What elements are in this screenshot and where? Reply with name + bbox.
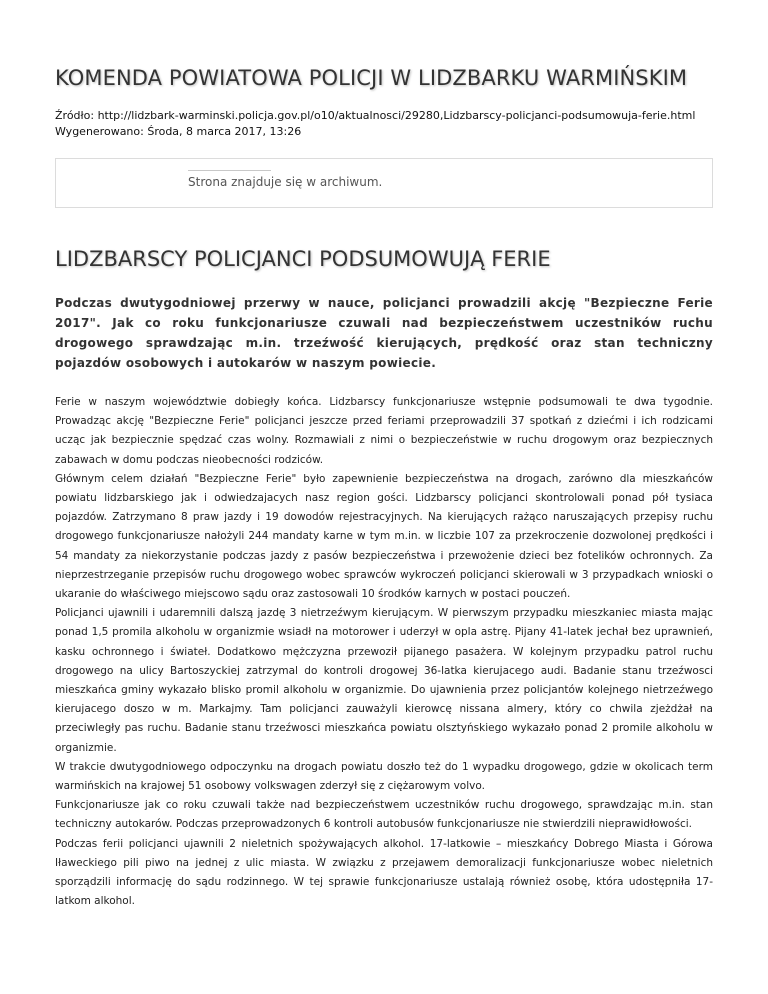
- article-paragraph: W trakcie dwutygodniowego odpoczynku na drogach powiatu doszło też do 1 wypadku drogowego, gdzie w okolicach term warmińskich na krajowej 51 osobowy volkswagen zderzył się z ciężarowym volvo.: [55, 760, 713, 793]
- article-title: LIDZBARSCY POLICJANCI PODSUMOWUJĄ FERIE: [55, 247, 551, 271]
- archive-notice-box: [55, 158, 713, 208]
- article-paragraph: Ferie w naszym województwie dobiegły końca. Lidzbarscy funkcjonariusze wstępnie podsumowali te dwa tygodnie. Prowadząc akcję "Bezpieczne Ferie" policjanci jeszcze przed feriami przeprowadzili 37 spotkań z dziećmi i ich rodzicami ucząc jak bezpiecznie spędzać czas wolny. Rozmawiali z nimi o bezpieczeństwie w ruchu drogowym oraz bezpiecznych zabawach w domu podczas nieobecności rodziców.: [55, 396, 713, 466]
- archive-divider: [188, 170, 271, 171]
- article-paragraph: Podczas ferii policjanci ujawnili 2 nieletnich spożywających alkohol. 17-latkowie – mieszkańcy Dobrego Miasta i Górowa Iławeckiego pili piwo na jednej z ulic miasta. W związku z przejawem demoralizacji funkcjonariusze wobec nieletnich sporządzili informację do sądu rodzinnego. W tej sprawie funkcjonariusze ustalają również osobę, która udostępniła 17-latkom alkohol.: [55, 837, 713, 908]
- article-body: [55, 393, 713, 911]
- document-meta: [55, 108, 713, 140]
- article-paragraph: Policjanci ujawnili i udaremnili dalszą jazdę 3 nietrzeźwym kierującym. W pierwszym przypadku mieszkaniec miasta mając ponad 1,5 promila alkoholu w organizmie wsiadł na motorower i uderzył w opla astrę. Pijany 41-latek jechał bez uprawnień, kasku ochronnego i świateł. Dodatkowo mężczyzna przewoził pijanego pasażera. W kolejnym przypadku patrol ruchu drogowego na ulicy Bartoszyckiej zatrzymal do kontroli drogowej 36-latka kierujacego audi. Badanie stanu trzeźwosci mieszkańca gminy wykazało blisko promil alkoholu w organizmie. Do ujawnienia przez policjantów kolejnego nietrzeźwego kierujacego doszo w m. Markajmy. Tam policjanci zauważyli kierowcę nissana almery, który co chwila zjeżdżał na przeciwległy pas ruchu. Badanie stanu trzeźwosci mieszkańca powiatu olsztyńskiego wykazało ponad 2 promile alkoholu w organizmie.: [55, 607, 713, 754]
- article-paragraph: Funkcjonariusze jak co roku czuwali także nad bezpieczeństwem uczestników ruchu drogowego, sprawdzając m.in. stan techniczny autokarów. Podczas przeprowadzonych 6 kontroli autobusów funkcjonariusze nie stwierdzili nieprawidłowości.: [55, 799, 713, 831]
- article-lead: Podczas dwutygodniowej przerwy w nauce, policjanci prowadzili akcję "Bezpieczne Ferie 2017". Jak co roku funkcjonariusze czuwali nad bezpieczeństwem uczestników ruchu drogowego sprawdzając m.in. trzeźwość kierujących, prędkość oraz stan techniczny pojazdów osobowych i autokarów w naszym powiecie.: [55, 296, 713, 370]
- source-line: Źródło: http://lidzbark-warminski.policja.gov.pl/o10/aktualnosci/29280,Lidzbarscy-policjanci-podsumowuja-ferie.html: [55, 109, 696, 122]
- article-paragraph: Głównym celem działań "Bezpieczne Ferie" było zapewnienie bezpieczeństwa na drogach, zarówno dla mieszkańców powiatu lidzbarskiego jak i odwiedzajacych nasz region gości. Lidzbarscy policjanci skontrolowali ponad pół tysiaca pojazdów. Zatrzymano 8 praw jazdy i 19 dowodów rejestracyjnych. Na kierujących rażąco naruszających przepisy ruchu drogowego funkcjonariusze nałożyli 244 mandaty karne w tym m.in. w liczbie 107 za przekroczenie dozwolonej prędkości i 54 mandaty za niekorzystanie podczas jazdy z pasów bezpieczeństwa i przewożenie dzieci bez fotelików ochronnych. Za nieprzestrzeganie przepisów ruchu drogowego wobec sprawców wykroczeń policjanci skierowali w 3 przypadkach wnioski o ukaranie do właściwego miejscowo sądu oraz zastosowali 10 środków karnych w postaci pouczeń.: [55, 472, 713, 601]
- site-title: KOMENDA POWIATOWA POLICJI W LIDZBARKU WARMIŃSKIM: [55, 66, 688, 90]
- archive-notice: Strona znajduje się w archiwum.: [188, 175, 383, 189]
- generated-line: Wygenerowano: Środa, 8 marca 2017, 13:26: [55, 125, 302, 138]
